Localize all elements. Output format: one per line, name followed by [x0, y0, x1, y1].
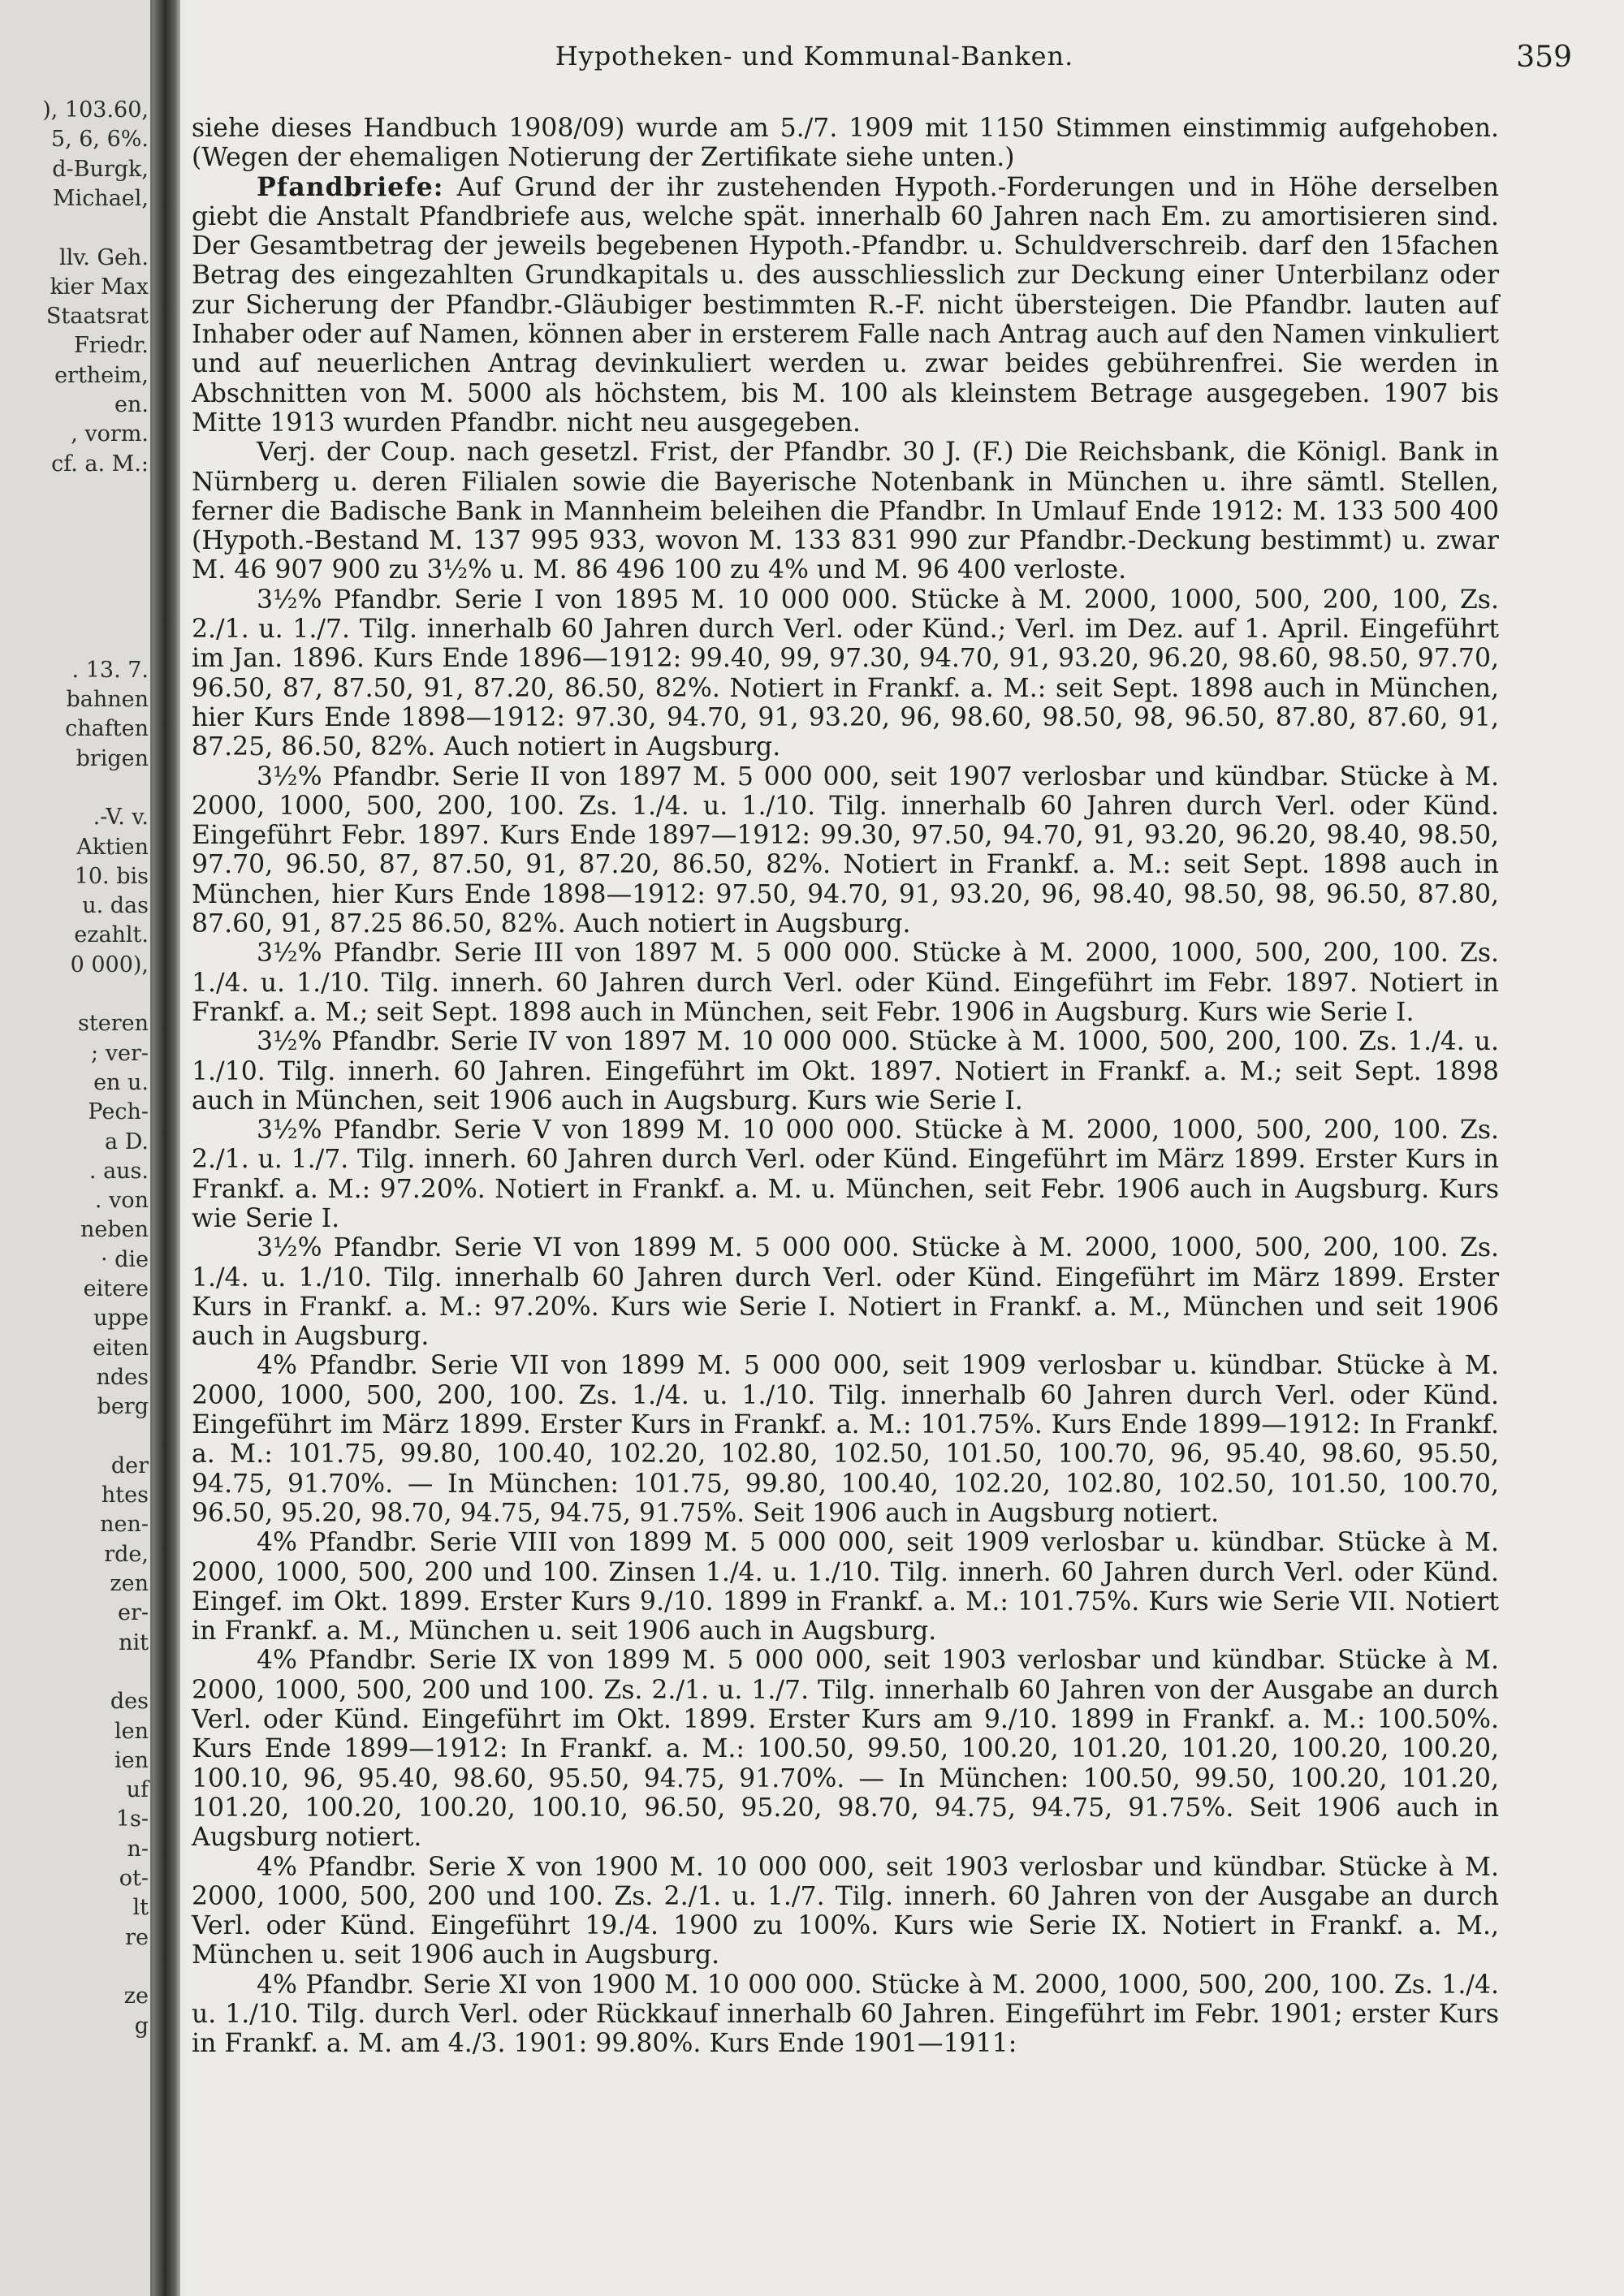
left-fragment-line: 0 000), [70, 952, 149, 978]
paragraph-text: 3½% Pfandbr. Serie IV von 1897 M. 10 000 000. Stücke à M. 1000, 500, 200, 100. Zs. 1./4. u. 1./10. Tilg. innerh. 60 Jahren. Eingeführt im Okt. 1897. Notiert in Frankf. a. M.; seit Sept. 1898 auch in München, seit 1906 auch in Augsburg. Kurs wie Serie I. [192, 1027, 1499, 1116]
paragraph-text: 4% Pfandbr. Serie IX von 1899 M. 5 000 000, seit 1903 verlosbar und kündbar. Stücke à M. 2000, 1000, 500, 200 und 100. Zs. 2./1. u. 1./7. Tilg. innerhalb 60 Jahren von der Ausgabe an durch Verl. oder Künd. Eingeführt im Okt. 1899. Erster Kurs am 9./10. 1899 in Frankf. a. M.: 100.50%. Kurs Ende 1899—1912: In Frankf. a. M.: 100.50, 99.50, 100.20, 101.20, 101.20, 100.20, 100.20, 100.10, 96, 95.40, 98.60, 95.50, 94.75, 91.70%. — In München: 100.50, 99.50, 100.20, 101.20, 101.20, 100.20, 100.20, 100.10, 96.50, 95.20, 98.70, 94.75, 94.75, 91.75%. Seit 1906 auch in Augsburg notiert. [192, 1646, 1499, 1853]
keyword: Pfandbriefe: [257, 171, 444, 202]
left-fragment-line: Staatsrat [45, 304, 149, 330]
paragraph-text: siehe dieses Handbuch 1908/09) wurde am 5./7. 1909 mit 1150 Stimmen einstimmig aufgehoben. (Wegen der ehemaligen Notierung der Zertifikate siehe unten.) [192, 114, 1499, 173]
paragraph [192, 173, 1499, 438]
paragraph [192, 438, 1499, 585]
paragraph-text: Verj. der Coup. nach gesetzl. Frist, der Pfandbr. 30 J. (F.) Die Reichsbank, die Königl. Bank in Nürnberg u. deren Filialen sowie die Bayerische Notenbank in München u. ihre sämtl. Stellen, ferner die Badische Bank in Mannheim beleihen die Pfandbr. In Umlauf Ende 1912: M. 133 500 400 (Hypoth.-Bestand M. 137 995 933, wovon M. 133 831 990 zur Pfandbr.-Deckung bestimmt) u. zwar M. 46 907 900 zu 3½% u. M. 86 496 100 zu 4% und M. 96 400 verloste. [192, 438, 1499, 585]
left-fragment-line: ze [123, 1983, 149, 2009]
left-fragment-line: er- [117, 1600, 149, 1626]
left-fragment-line: · die [100, 1246, 149, 1272]
left-fragment-line: re [125, 1924, 149, 1950]
left-fragment-line: nit [119, 1629, 149, 1655]
left-fragment-line: en u. [93, 1069, 149, 1095]
left-fragment-line: a D. [105, 1129, 149, 1154]
left-fragment-line: en. [114, 392, 149, 417]
left-fragment-line: bahnen [66, 687, 149, 712]
paragraph [192, 1970, 1499, 2059]
left-fragment-line: ; ver- [91, 1040, 149, 1066]
left-fragment-line: ertheim, [54, 362, 149, 388]
left-fragment-line: 5, 6, 6%. [50, 127, 149, 153]
paragraph [192, 114, 1499, 173]
left-fragment-line: n- [127, 1836, 149, 1862]
left-fragment-line: ndes [96, 1364, 149, 1390]
left-fragment-line: d-Burgk, [52, 156, 149, 182]
running-title: Hypotheken- und Kommunal-Banken. [555, 41, 1074, 71]
left-fragment-line: steren [78, 1011, 149, 1037]
left-fragment-line: . aus. [89, 1158, 149, 1184]
paragraph-text: 4% Pfandbr. Serie VIII von 1899 M. 5 000 000, seit 1909 verlosbar u. kündbar. Stücke à M. 2000, 1000, 500, 200 und 100. Zinsen 1./4. u. 1./10. Tilg. innerh. 60 Jahren durch Verl. oder Künd. Eingef. im Okt. 1899. Erster Kurs 9./10. 1899 in Frankf. a. M.: 101.75%. Kurs wie Serie VII. Notiert in Frankf. a. M., München u. seit 1906 auch in Augsburg. [192, 1528, 1499, 1646]
left-fragment-line: . von [94, 1188, 149, 1214]
paragraph [192, 1027, 1499, 1116]
left-fragment-line: brigen [76, 745, 149, 771]
left-fragment-line: nen- [100, 1512, 149, 1538]
left-fragment-line: des [110, 1689, 149, 1715]
left-fragment-line: u. das [82, 893, 149, 919]
paragraph [192, 1116, 1499, 1233]
paragraph-text: 3½% Pfandbr. Serie II von 1897 M. 5 000 000, seit 1907 verlosbar und kündbar. Stücke à M. 2000, 1000, 500, 200, 100. Zs. 1./4. u. 1./10. Tilg. innerhalb 60 Jahren durch Verl. oder Künd. Eingeführt Febr. 1897. Kurs Ende 1897—1912: 99.30, 97.50, 94.70, 91, 93.20, 96.20, 98.40, 98.50, 97.70, 96.50, 87, 87.50, 91, 87.20, 86.50, 82%. Notiert in Frankf. a. M.: seit Sept. 1898 auch in München, hier Kurs Ende 1898—1912: 97.50, 94.70, 91, 93.20, 96, 98.40, 98.50, 98, 96.50, 87.80, 87.60, 91, 87.25 86.50, 82%. Auch notiert in Augsburg. [192, 762, 1499, 939]
paragraph-text: 3½% Pfandbr. Serie VI von 1899 M. 5 000 000. Stücke à M. 2000, 1000, 500, 200, 100. Zs. 1./4. u. 1./10. Tilg. innerhalb 60 Jahren durch Verl. oder Künd. Eingeführt im März 1899. Erster Kurs in Frankf. a. M.: 97.20%. Kurs wie Serie I. Notiert in Frankf. a. M., München und seit 1906 auch in Augsburg. [192, 1233, 1499, 1352]
paragraph-text: 4% Pfandbr. Serie VII von 1899 M. 5 000 000, seit 1909 verlosbar u. kündbar. Stücke à M. 2000, 1000, 500, 200, 100. Zs. 1./4. u. 1./10. Tilg. innerhalb 60 Jahren durch Verl. oder Künd. Eingeführt im März 1899. Erster Kurs in Frankf. a. M.: 101.75%. Kurs Ende 1899—1912: In Frankf. a. M.: 101.75, 99.80, 100.40, 102.20, 102.80, 102.50, 101.50, 100.70, 96, 95.40, 98.60, 95.50, 94.75, 91.70%. — In München: 101.75, 99.80, 100.40, 102.20, 102.80, 102.50, 101.50, 100.70, 96.50, 95.20, 98.70, 94.75, 94.75, 91.75%. Seit 1906 auch in Augsburg notiert. [192, 1351, 1499, 1528]
body-text [192, 114, 1499, 2059]
paragraph [192, 1646, 1499, 1852]
paragraph-text: 3½% Pfandbr. Serie V von 1899 M. 10 000 000. Stücke à M. 2000, 1000, 500, 200, 100. Zs. 2./1. u. 1./7. Tilg. innerh. 60 Jahren durch Verl. oder Künd. Eingeführt im März 1899. Erster Kurs in Frankf. a. M.: 97.20%. Notiert in Frankf. a. M. u. München, seit Febr. 1906 auch in Augsburg. Kurs wie Serie I. [192, 1116, 1499, 1233]
left-fragment-line: zen [110, 1571, 149, 1596]
left-fragment-line: rde, [104, 1541, 149, 1567]
left-fragment-line: llv. Geh. [58, 244, 149, 270]
book-gutter [153, 0, 180, 2296]
left-fragment-line: htes [101, 1482, 149, 1508]
paragraph [192, 1233, 1499, 1351]
left-fragment-line: 1s- [115, 1806, 149, 1832]
paragraph-text: Auf Grund der ihr zustehenden Hypoth.-Forderungen und in Höhe derselben giebt die Anstalt Pfandbriefe aus, welche spät. innerhalb 60 Jahren nach Em. zu amortisieren sind. Der Gesamtbetrag der jeweils begebenen Hypoth.-Pfandbr. u. Schuldverschreib. darf den 15fachen Betrag des eingezahlten Grundkapitals u. des ausschliesslich zur Deckung einer Unterbilanz oder zur Sicherung der Pfandbr.-Gläubiger bestimmten R.-F. nicht übersteigen. Die Pfandbr. lauten auf Inhaber oder auf Namen, können aber in ersterem Falle nach Antrag auch auf den Namen vinkuliert und auf neuerlichen Antrag devinkuliert werden u. zwar beides gebührenfrei. Sie werden in Abschnitten von M. 5000 als höchstem, bis M. 100 als kleinstem Betrage ausgegeben. 1907 bis Mitte 1913 wurden Pfandbr. nicht neu ausgegeben. [192, 172, 1500, 438]
left-fragment-line: uppe [93, 1306, 149, 1331]
left-fragment-line: Pech- [88, 1099, 149, 1125]
left-fragment-line: Michael, [52, 185, 149, 211]
left-fragment-line: ot- [119, 1866, 149, 1891]
paragraph [192, 1528, 1499, 1646]
left-fragment-line: neben [80, 1217, 149, 1243]
left-fragment-line: . 13. 7. [71, 657, 149, 683]
page-number: 359 [1516, 41, 1572, 74]
left-fragment-line: ien [114, 1747, 149, 1773]
left-fragment-line: len [114, 1718, 149, 1744]
left-fragment-line: der [110, 1452, 149, 1478]
paragraph [192, 762, 1499, 939]
left-fragment-line: uf [126, 1777, 149, 1803]
running-head [185, 41, 1624, 76]
left-fragment-line: .-V. v. [93, 805, 149, 831]
left-fragment-line: kier Max [50, 274, 149, 300]
paragraph-text: 3½% Pfandbr. Serie III von 1897 M. 5 000 000. Stücke à M. 2000, 1000, 500, 200, 100. Zs. 1./4. u. 1./10. Tilg. innerh. 60 Jahren durch Verl. oder Künd. Eingeführt im Febr. 1897. Notiert in Frankf. a. M.; seit Sept. 1898 auch in München, seit Febr. 1906 in Augsburg. Kurs wie Serie I. [192, 939, 1499, 1027]
left-fragment-line: eiten [93, 1335, 149, 1361]
left-fragment-line: cf. a. M.: [51, 451, 149, 477]
left-fragment-line: chaften [65, 716, 149, 742]
paragraph-text: 4% Pfandbr. Serie X von 1900 M. 10 000 000, seit 1903 verlosbar und kündbar. Stücke à M. 2000, 1000, 500, 200 und 100. Zs. 2./1. u. 1./7. Tilg. innerh. 60 Jahren von der Ausgabe an durch Verl. oder Künd. Eingeführt 19./4. 1900 zu 100%. Kurs wie Serie IX. Notiert in Frankf. a. M., München u. seit 1906 auch in Augsburg. [192, 1852, 1499, 1970]
left-fragment-line: , vorm. [71, 421, 149, 447]
left-fragment-line: 10. bis [74, 863, 149, 889]
left-fragment-line: ezahlt. [74, 922, 149, 948]
paragraph [192, 939, 1499, 1027]
left-fragment-line: lt [132, 1895, 149, 1921]
adjacent-page-fragment [0, 0, 153, 2296]
left-fragment-line: Aktien [76, 834, 149, 860]
paragraph-text: 3½% Pfandbr. Serie I von 1895 M. 10 000 000. Stücke à M. 2000, 1000, 500, 200, 100, Zs. 2./1. u. 1./7. Tilg. innerhalb 60 Jahren durch Verl. oder Künd.; Verl. im Dez. auf 1. April. Eingeführt im Jan. 1896. Kurs Ende 1896—1912: 99.40, 99, 97.30, 94.70, 91, 93.20, 96.20, 98.60, 98.50, 97.70, 96.50, 87, 87.50, 91, 87.20, 86.50, 82%. Notiert in Frankf. a. M.: seit Sept. 1898 auch in München, hier Kurs Ende 1898—1912: 97.30, 94.70, 91, 93.20, 96, 98.60, 98.50, 98, 96.50, 87.80, 87.60, 91, 87.25, 86.50, 82%. Auch notiert in Augsburg. [192, 585, 1499, 762]
left-fragment-line: Friedr. [73, 333, 149, 359]
left-fragment-line: berg [97, 1394, 149, 1420]
left-fragment-line: g [134, 2013, 149, 2039]
paragraph [192, 1853, 1499, 1970]
paragraph [192, 585, 1499, 762]
left-fragment-line: eitere [83, 1276, 149, 1301]
left-fragment-line: ), 103.60, [42, 97, 149, 123]
paragraph [192, 1351, 1499, 1528]
paragraph-text: 4% Pfandbr. Serie XI von 1900 M. 10 000 000. Stücke à M. 2000, 1000, 500, 200, 100. Zs. 1./4. u. 1./10. Tilg. durch Verl. oder Rückkauf innerhalb 60 Jahren. Eingeführt im Febr. 1901; erster Kurs in Frankf. a. M. am 4./3. 1901: 99.80%. Kurs Ende 1901—1911: [192, 1970, 1499, 2059]
page [185, 0, 1624, 2296]
